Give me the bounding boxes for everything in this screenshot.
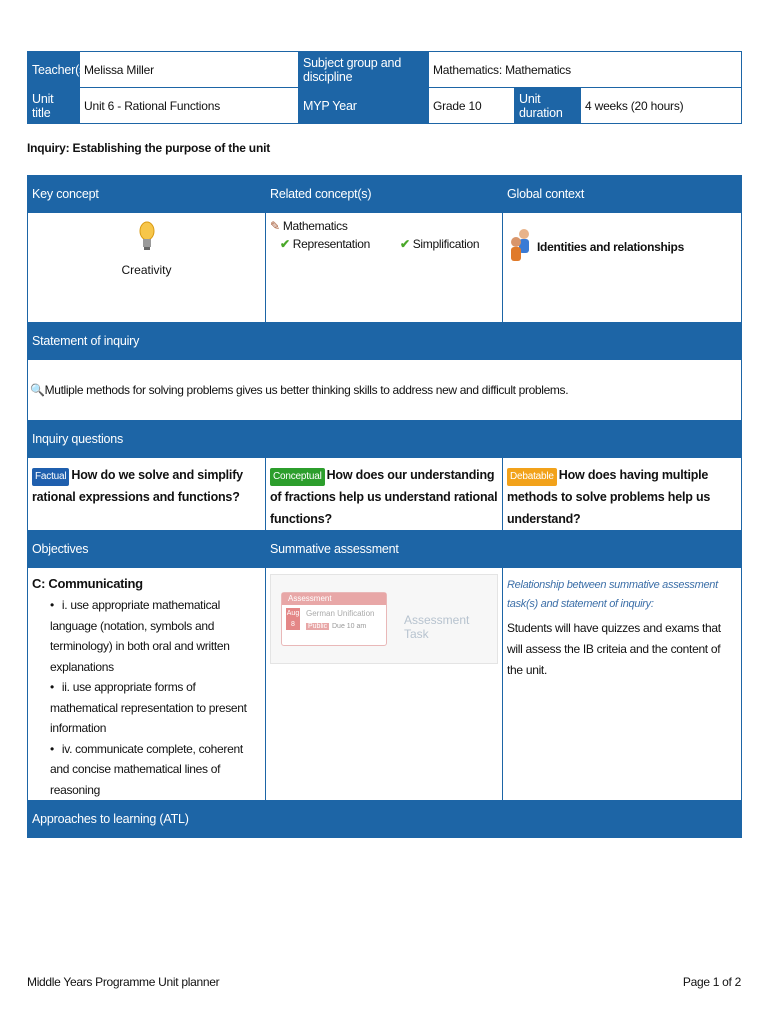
assessment-card-top: Assessment [282,593,386,605]
key-concept-value: Creativity [121,263,172,277]
key-concept-header: Key concept [28,176,266,213]
statement-text: Mutliple methods for solving problems gives us better thinking skills to address new and difficult problems. [44,383,569,397]
teacher-value: Melissa Miller [80,52,299,88]
key-concept-cell [28,213,266,323]
related-item: ✔ Simplification [399,237,480,251]
debatable-question [503,458,742,531]
global-context-value: Identities and relationships [537,240,684,254]
assessment-task-cell [266,568,503,801]
math-tools-icon: ✎ [270,219,280,233]
global-context-cell [503,213,742,323]
objective-title: C: Communicating [32,576,143,591]
factual-question [28,458,266,531]
unit-title-label: Unit title [28,88,80,124]
assessment-task-card[interactable] [270,574,498,664]
due-time: Due 10 am [332,623,367,630]
relationship-cell [503,568,742,801]
relationship-title: Relationship between summative assessment task(s) and statement of inquiry: [507,579,718,610]
statement-cell [28,360,742,421]
global-context-header: Global context [503,176,742,213]
objective-item: • iv. communicate complete, coherent and concise mathematical lines of reasoning [50,739,261,801]
myp-year-value: Grade 10 [429,88,515,124]
related-item: ✔ Representation [280,237,370,251]
conceptual-question-text: How does our understanding of fractions help us understand rational functions? [270,468,498,526]
myp-year-label: MYP Year [299,88,429,124]
related-concepts-cell [266,213,503,323]
objective-item: • i. use appropriate mathematical language (notation, symbols and terminology) in both oral and written explanations [50,595,261,677]
statement-header: Statement of inquiry [28,323,742,360]
assessment-task-label: Assessment Task [404,613,470,641]
page-number: Page 1 of 2 [682,975,741,989]
assessment-card-name: German Unification [306,609,375,618]
inquiry-questions-header: Inquiry questions [28,421,742,458]
subject-value: Mathematics: Mathematics [429,52,742,88]
duration-label: Unit duration [515,88,581,124]
assessment-card-preview [281,592,387,646]
conceptual-question [266,458,503,531]
objectives-header: Objectives [28,531,266,568]
objective-item: • ii. use appropriate forms of mathematical representation to present information [50,677,261,739]
conceptual-badge: Conceptual [270,468,325,486]
summative-assessment-header: Summative assessment [266,531,742,568]
teacher-label: Teacher(s) [28,52,80,88]
checkmark-icon: ✔ [280,237,290,251]
atl-header: Approaches to learning (ATL) [28,801,742,838]
footer-title: Middle Years Programme Unit planner [27,975,220,989]
inquiry-heading: Inquiry: Establishing the purpose of the unit [27,141,271,155]
unit-header-table [27,51,742,124]
subject-label: Subject group and discipline [299,52,429,88]
planner-table [27,175,742,838]
unit-title-value: Unit 6 - Rational Functions [80,88,299,124]
debatable-badge: Debatable [507,468,557,486]
related-concepts-header: Related concept(s) [266,176,503,213]
people-icon [507,225,533,269]
magnifier-icon: 🔍 [30,383,45,397]
related-subject: Mathematics [282,219,348,233]
public-badge: Public [308,623,328,630]
duration-value: 4 weeks (20 hours) [581,88,742,124]
objectives-cell [28,568,266,801]
debatable-question-text: How does having multiple methods to solve problems help us understand? [507,468,711,526]
lightbulb-icon [32,221,261,257]
factual-badge: Factual [32,468,69,486]
factual-question-text: How do we solve and simplify rational expressions and functions? [32,468,243,504]
calendar-icon: Aug 8 [286,610,300,628]
checkmark-icon: ✔ [399,237,410,251]
relationship-text: Students will have quizzes and exams that will assess the IB criteia and the content of the unit. [507,621,721,677]
